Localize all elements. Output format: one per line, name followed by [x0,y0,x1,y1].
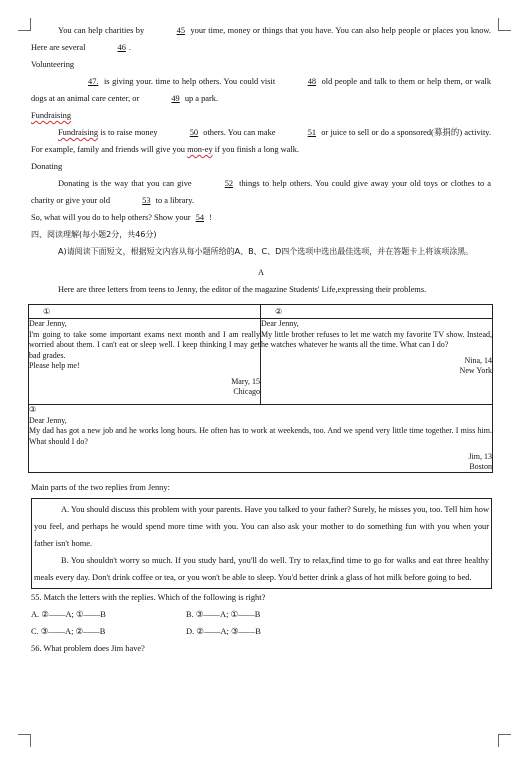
part-label: A [257,268,265,277]
text: your time, money or things that you have. You can also help people or places you know. Here are several [31,26,491,52]
crop-mark-bottom-left [18,734,31,747]
blank-46: 46 [117,43,126,52]
letter-closing: Please help me! [29,361,80,370]
reply-b: B. You shouldn't worry so much. If you study hard, you'll do well. Try to relax,find time to go for walks and eat three healthy meals every day. Don't drink coffee or tea, or you won't be able to sleep. You'd better drink a glass of hot milk before going to bed. [34,556,489,582]
letter-number-2: ② [261,305,493,319]
option-a[interactable]: A. ②——A; ①——B [31,610,106,619]
text: things to help others. You could give away your old toys or clothes to a charity or give your old [31,179,492,205]
question-56: 56. What problem does Jim have? [31,644,145,653]
blank-48: 48 [307,77,317,86]
option-d[interactable]: D. ②——A; ③——B [186,627,261,636]
text: if you finish a long walk. [214,145,299,154]
paragraph-fundraising [31,124,491,158]
blank-47: 47. [88,77,99,86]
signature-name: Jim, 13 [468,452,492,461]
text: Fundraising [58,128,99,137]
question-55-options [31,606,491,640]
letter-number-1: ① [29,305,261,319]
signature-name: Mary, 15 [231,376,260,386]
text: is giving your. time to help others. You could visit [103,77,276,86]
letter-number-3: ③ [29,405,37,414]
document-page [31,22,491,657]
paragraph-volunteering [31,73,491,107]
replies-box [31,498,492,589]
blank-50: 50 [189,128,199,137]
text: others. You can make [203,128,276,137]
replies-title: Main parts of the two replies from Jenny: [31,483,170,492]
blank-51: 51 [307,128,317,137]
heading-donating: Donating [31,162,63,171]
letter-greeting: Dear Jenny, [261,319,299,328]
letter-2 [261,319,493,405]
signature-city: Boston [469,462,492,471]
signature-city: Chicago [233,386,260,396]
letter-signature [261,356,492,376]
text: So, what will you do to help others? Show your [31,213,191,222]
letter-signature [29,377,260,397]
blank-54: 54 [195,213,205,222]
letter-greeting: Dear Jenny, [29,415,67,425]
intro-paragraph: Here are three letters from teens to Jenny, the editor of the magazine Students' Life,expressing their problems. [58,285,427,294]
blank-53: 53 [142,196,151,205]
blank-52: 52 [224,179,234,188]
signature-city: New York [459,365,492,375]
heading-text: Fundraising [31,111,72,120]
blank-49: 49 [171,94,180,103]
letter-signature [29,452,492,472]
heading-fundraising [31,107,491,124]
text: to a library. [155,196,194,205]
letter-body: I'm going to take some important exams next month and I am really worried about them. I can't eat or sleep well. I keep thinking I may get bad grades. [29,329,260,360]
letter-3 [29,405,493,473]
text: mon-ey [187,145,213,154]
section-title: 四、阅读理解(每小题2分，共46分) [31,230,157,239]
question-55: 55. Match the letters with the replies. Which of the following is right? [31,593,266,602]
reply-a: A. You should discuss this problem with your parents. Have you talked to your father? Surely, he misses you, too. Tell him how you feel, and perhaps he would spend more time with you. You can also ask your mother to do something fun with you when your father isn't home. [34,505,489,548]
option-b[interactable]: B. ③——A; ①——B [186,610,261,619]
text: is to raise money [100,128,158,137]
option-c[interactable]: C. ③——A; ②——B [31,627,106,636]
crop-mark-bottom-right [498,734,511,747]
crop-mark-top-right [498,18,511,31]
text: Donating is the way that you can give [58,179,192,188]
letter-greeting: Dear Jenny, [29,319,67,328]
letters-table [28,304,493,473]
crop-mark-top-left [18,18,31,31]
paragraph-charities: You can help charities by 45 your time, money or things that you have. You can also help people or places you know. Here are several 46 . [31,22,491,56]
letter-body: My dad has got a new job and he works long hours. He often has to work at weekends, too. And we spend very little time together. I miss him. What should I do? [29,426,492,446]
instruction: A)请阅读下面短文，根据短文内容从每小题所给的A、B、C、D四个选项中选出最佳选项，并在答题卡上将该项涂黑。 [58,247,474,256]
blank-45: 45 [176,26,185,35]
text: ! [209,213,212,222]
text: old people and talk to them or help them, or walk dogs at an animal care center, or [31,77,492,103]
text: You can help charities by [58,26,145,35]
paragraph-donating [31,175,491,209]
text: up a park. [184,94,219,103]
letter-1 [29,319,261,405]
heading-volunteering: Volunteering [31,60,75,69]
text: or juice to sell or do a sponsored(募捐的) activity. For example, family and friends will give you [31,128,492,154]
signature-name: Nina, 14 [464,355,492,365]
letter-body: My little brother refuses to let me watch my favorite TV show. Instead, he watches whatever he wants all the time. What can I do? [261,329,492,349]
closing-question [31,209,491,226]
